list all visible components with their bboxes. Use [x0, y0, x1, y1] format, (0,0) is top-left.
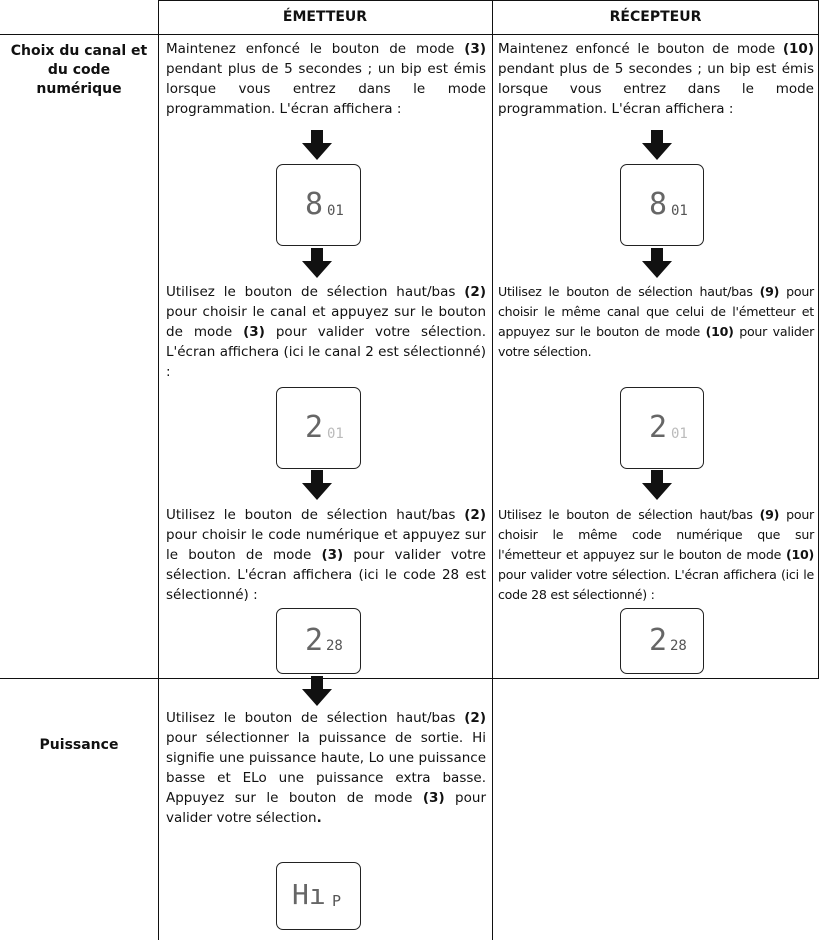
lcd-digit: 2 — [305, 410, 324, 445]
lcd-display-power — [276, 862, 361, 930]
lcd-code: 01 — [671, 203, 688, 219]
lcd-display-channel — [620, 164, 704, 246]
lcd-display-code — [276, 608, 361, 674]
emitter-step-power: Utilisez le bouton de sélection haut/bas (2) pour sélectionner la puissance de sortie. Hi signifie une puissance haute, Lo une puissance basse et ELo une puissance extra basse. Appuyez sur le bouton de mode (3) pour valider votre sélection. — [166, 710, 486, 826]
lcd-digit: Hı — [292, 878, 326, 911]
lcd-code: P — [332, 892, 342, 910]
table-border-left-col — [158, 0, 159, 940]
table-border-top — [158, 0, 819, 1]
lcd-digit: 2 — [649, 410, 668, 445]
arrow-down-icon — [642, 248, 672, 278]
receiver-step-2: Utilisez le bouton de sélection haut/bas (9) pour choisir le même canal que celui de l'émetteur et appuyez sur le bouton de mode (10) pour valider votre sélection. — [498, 284, 814, 359]
lcd-display-channel-2 — [620, 387, 704, 469]
receiver-step-3: Utilisez le bouton de sélection haut/bas (9) pour choisir le même code numérique que sur l'émetteur et appuyez sur le bouton de mode (10) pour valider votre sélection. L'écran affichera (ici le code 28 est sélectionné) : — [498, 507, 814, 602]
lcd-code: 01 — [671, 426, 688, 442]
lcd-digit: 2 — [649, 623, 668, 658]
lcd-display-code — [620, 608, 704, 674]
table-border-middle — [492, 0, 493, 940]
lcd-digit: 2 — [305, 623, 324, 658]
arrow-down-icon — [302, 248, 332, 278]
lcd-code: 01 — [327, 426, 344, 442]
lcd-code: 28 — [326, 638, 343, 654]
arrow-down-icon — [302, 130, 332, 160]
row-label-power: Puissance — [39, 737, 119, 753]
arrow-down-icon — [302, 676, 332, 706]
arrow-down-icon — [642, 130, 672, 160]
emitter-step-1: Maintenez enfoncé le bouton de mode (3) pendant plus de 5 secondes ; un bip est émis lorsque vous entrez dans le mode programmation. L'écran affichera : — [166, 41, 486, 117]
lcd-digit: 8 — [305, 187, 324, 222]
emitter-step-3: Utilisez le bouton de sélection haut/bas (2) pour choisir le code numérique et appuyez sur le bouton de mode (3) pour valider votre sélection. L'écran affichera (ici le code 28 est sélectionné) : — [166, 507, 486, 603]
table-border-row — [0, 678, 819, 679]
lcd-code: 28 — [670, 638, 687, 654]
lcd-code: 01 — [327, 203, 344, 219]
header-receiver: RÉCEPTEUR — [609, 9, 702, 25]
header-emitter: ÉMETTEUR — [282, 9, 368, 25]
arrow-down-icon — [302, 470, 332, 500]
emitter-step-2: Utilisez le bouton de sélection haut/bas (2) pour choisir le canal et appuyez sur le bouton de mode (3) pour valider votre sélection. L'écran affichera (ici le canal 2 est sélectionné) : — [166, 284, 487, 380]
table-border-header — [0, 34, 819, 35]
lcd-display-channel-2 — [276, 387, 361, 469]
lcd-display-channel — [276, 164, 361, 246]
row-label-channel: Choix du canal et du code numérique — [10, 43, 148, 97]
lcd-digit: 8 — [649, 187, 668, 222]
table-border-right — [818, 0, 819, 678]
receiver-step-1: Maintenez enfoncé le bouton de mode (10) pendant plus de 5 secondes ; un bip est émis lorsque vous entrez dans le mode programmation. L'écran affichera : — [498, 41, 814, 117]
arrow-down-icon — [642, 470, 672, 500]
